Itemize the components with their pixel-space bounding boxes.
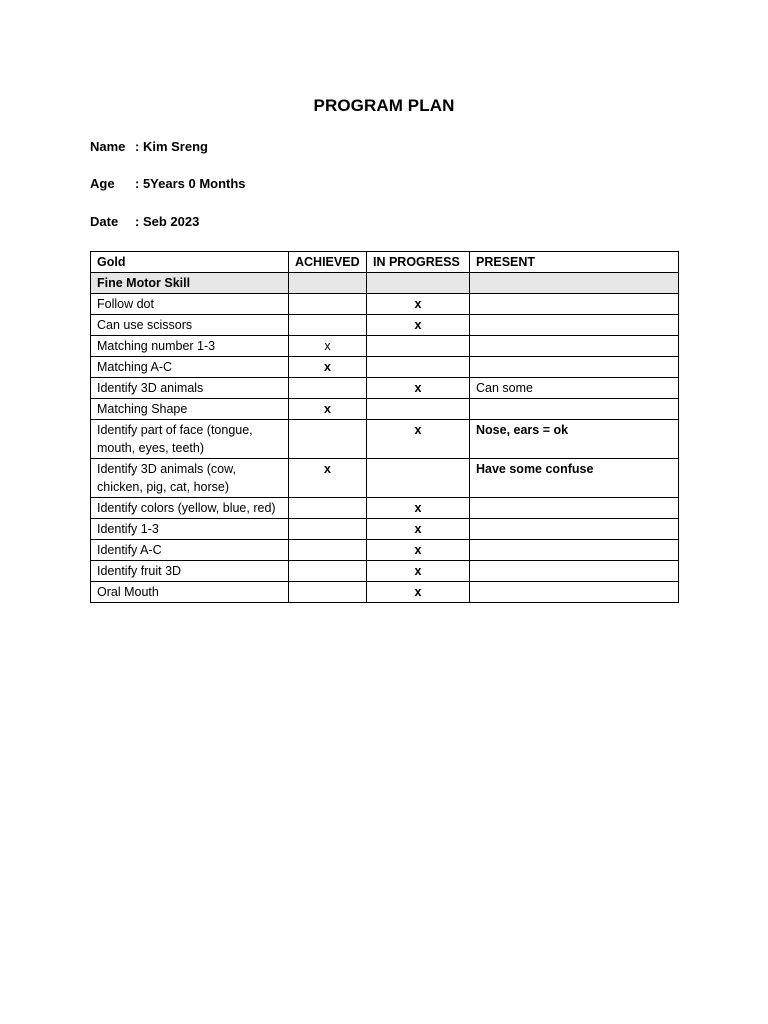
name-value: : Kim Sreng [135,139,208,154]
program-plan-table [90,251,679,603]
goal-cell: Identify fruit 3D [91,561,289,582]
table-row [91,378,679,399]
in-progress-cell: x [367,378,470,399]
in-progress-cell [367,357,470,378]
goal-cell: Identify 3D animals (cow, chicken, pig, cat, horse) [91,459,289,498]
in-progress-cell [367,336,470,357]
in-progress-cell [367,399,470,420]
present-cell: Can some [470,378,679,399]
goal-cell: Matching number 1-3 [91,336,289,357]
in-progress-cell: x [367,582,470,603]
achieved-cell: x [289,399,367,420]
achieved-cell: x [289,459,367,498]
present-cell [470,294,679,315]
table-row [91,519,679,540]
table-row [91,459,679,498]
header-gold: Gold [91,252,289,273]
goal-cell: Identify part of face (tongue, mouth, eyes, teeth) [91,420,289,459]
achieved-cell [289,315,367,336]
achieved-cell [289,561,367,582]
section-cell [470,273,679,294]
section-title: Fine Motor Skill [91,273,289,294]
in-progress-cell: x [367,420,470,459]
present-cell [470,582,679,603]
header-in-progress: IN PROGRESS [367,252,470,273]
name-label: Name [90,139,126,154]
date-line [90,214,199,229]
age-value: : 5Years 0 Months [135,176,246,191]
present-cell [470,561,679,582]
goal-cell: Matching Shape [91,399,289,420]
present-cell [470,399,679,420]
in-progress-cell: x [367,561,470,582]
age-label: Age [90,176,115,191]
in-progress-cell: x [367,498,470,519]
in-progress-cell: x [367,294,470,315]
date-label: Date [90,214,119,229]
goal-cell: Identify A-C [91,540,289,561]
in-progress-cell: x [367,315,470,336]
section-row [91,273,679,294]
present-cell: Nose, ears = ok [470,420,679,459]
in-progress-cell: x [367,540,470,561]
achieved-cell [289,582,367,603]
table-row [91,294,679,315]
achieved-cell [289,540,367,561]
table-header-row [91,252,679,273]
in-progress-cell [367,459,470,498]
section-cell [367,273,470,294]
table-row [91,582,679,603]
table-row [91,315,679,336]
achieved-cell [289,420,367,459]
name-line [90,139,208,154]
goal-cell: Follow dot [91,294,289,315]
date-value: : Seb 2023 [135,214,200,229]
present-cell [470,336,679,357]
section-cell [289,273,367,294]
table-row [91,357,679,378]
achieved-cell [289,498,367,519]
present-cell [470,519,679,540]
achieved-cell [289,519,367,540]
goal-cell: Matching A-C [91,357,289,378]
achieved-cell [289,294,367,315]
goal-cell: Identify colors (yellow, blue, red) [91,498,289,519]
table-row [91,561,679,582]
present-cell: Have some confuse [470,459,679,498]
header-present: PRESENT [470,252,679,273]
header-achieved: ACHIEVED [289,252,367,273]
achieved-cell [289,378,367,399]
goal-cell: Identify 1-3 [91,519,289,540]
goal-cell: Oral Mouth [91,582,289,603]
table-row [91,420,679,459]
present-cell [470,315,679,336]
present-cell [470,540,679,561]
goal-cell: Can use scissors [91,315,289,336]
age-line [90,176,246,191]
table-row [91,498,679,519]
present-cell [470,357,679,378]
goal-cell: Identify 3D animals [91,378,289,399]
table-row [91,336,679,357]
present-cell [470,498,679,519]
table-row [91,540,679,561]
achieved-cell: x [289,336,367,357]
table-row [91,399,679,420]
in-progress-cell: x [367,519,470,540]
page-title: PROGRAM PLAN [313,96,455,115]
achieved-cell: x [289,357,367,378]
